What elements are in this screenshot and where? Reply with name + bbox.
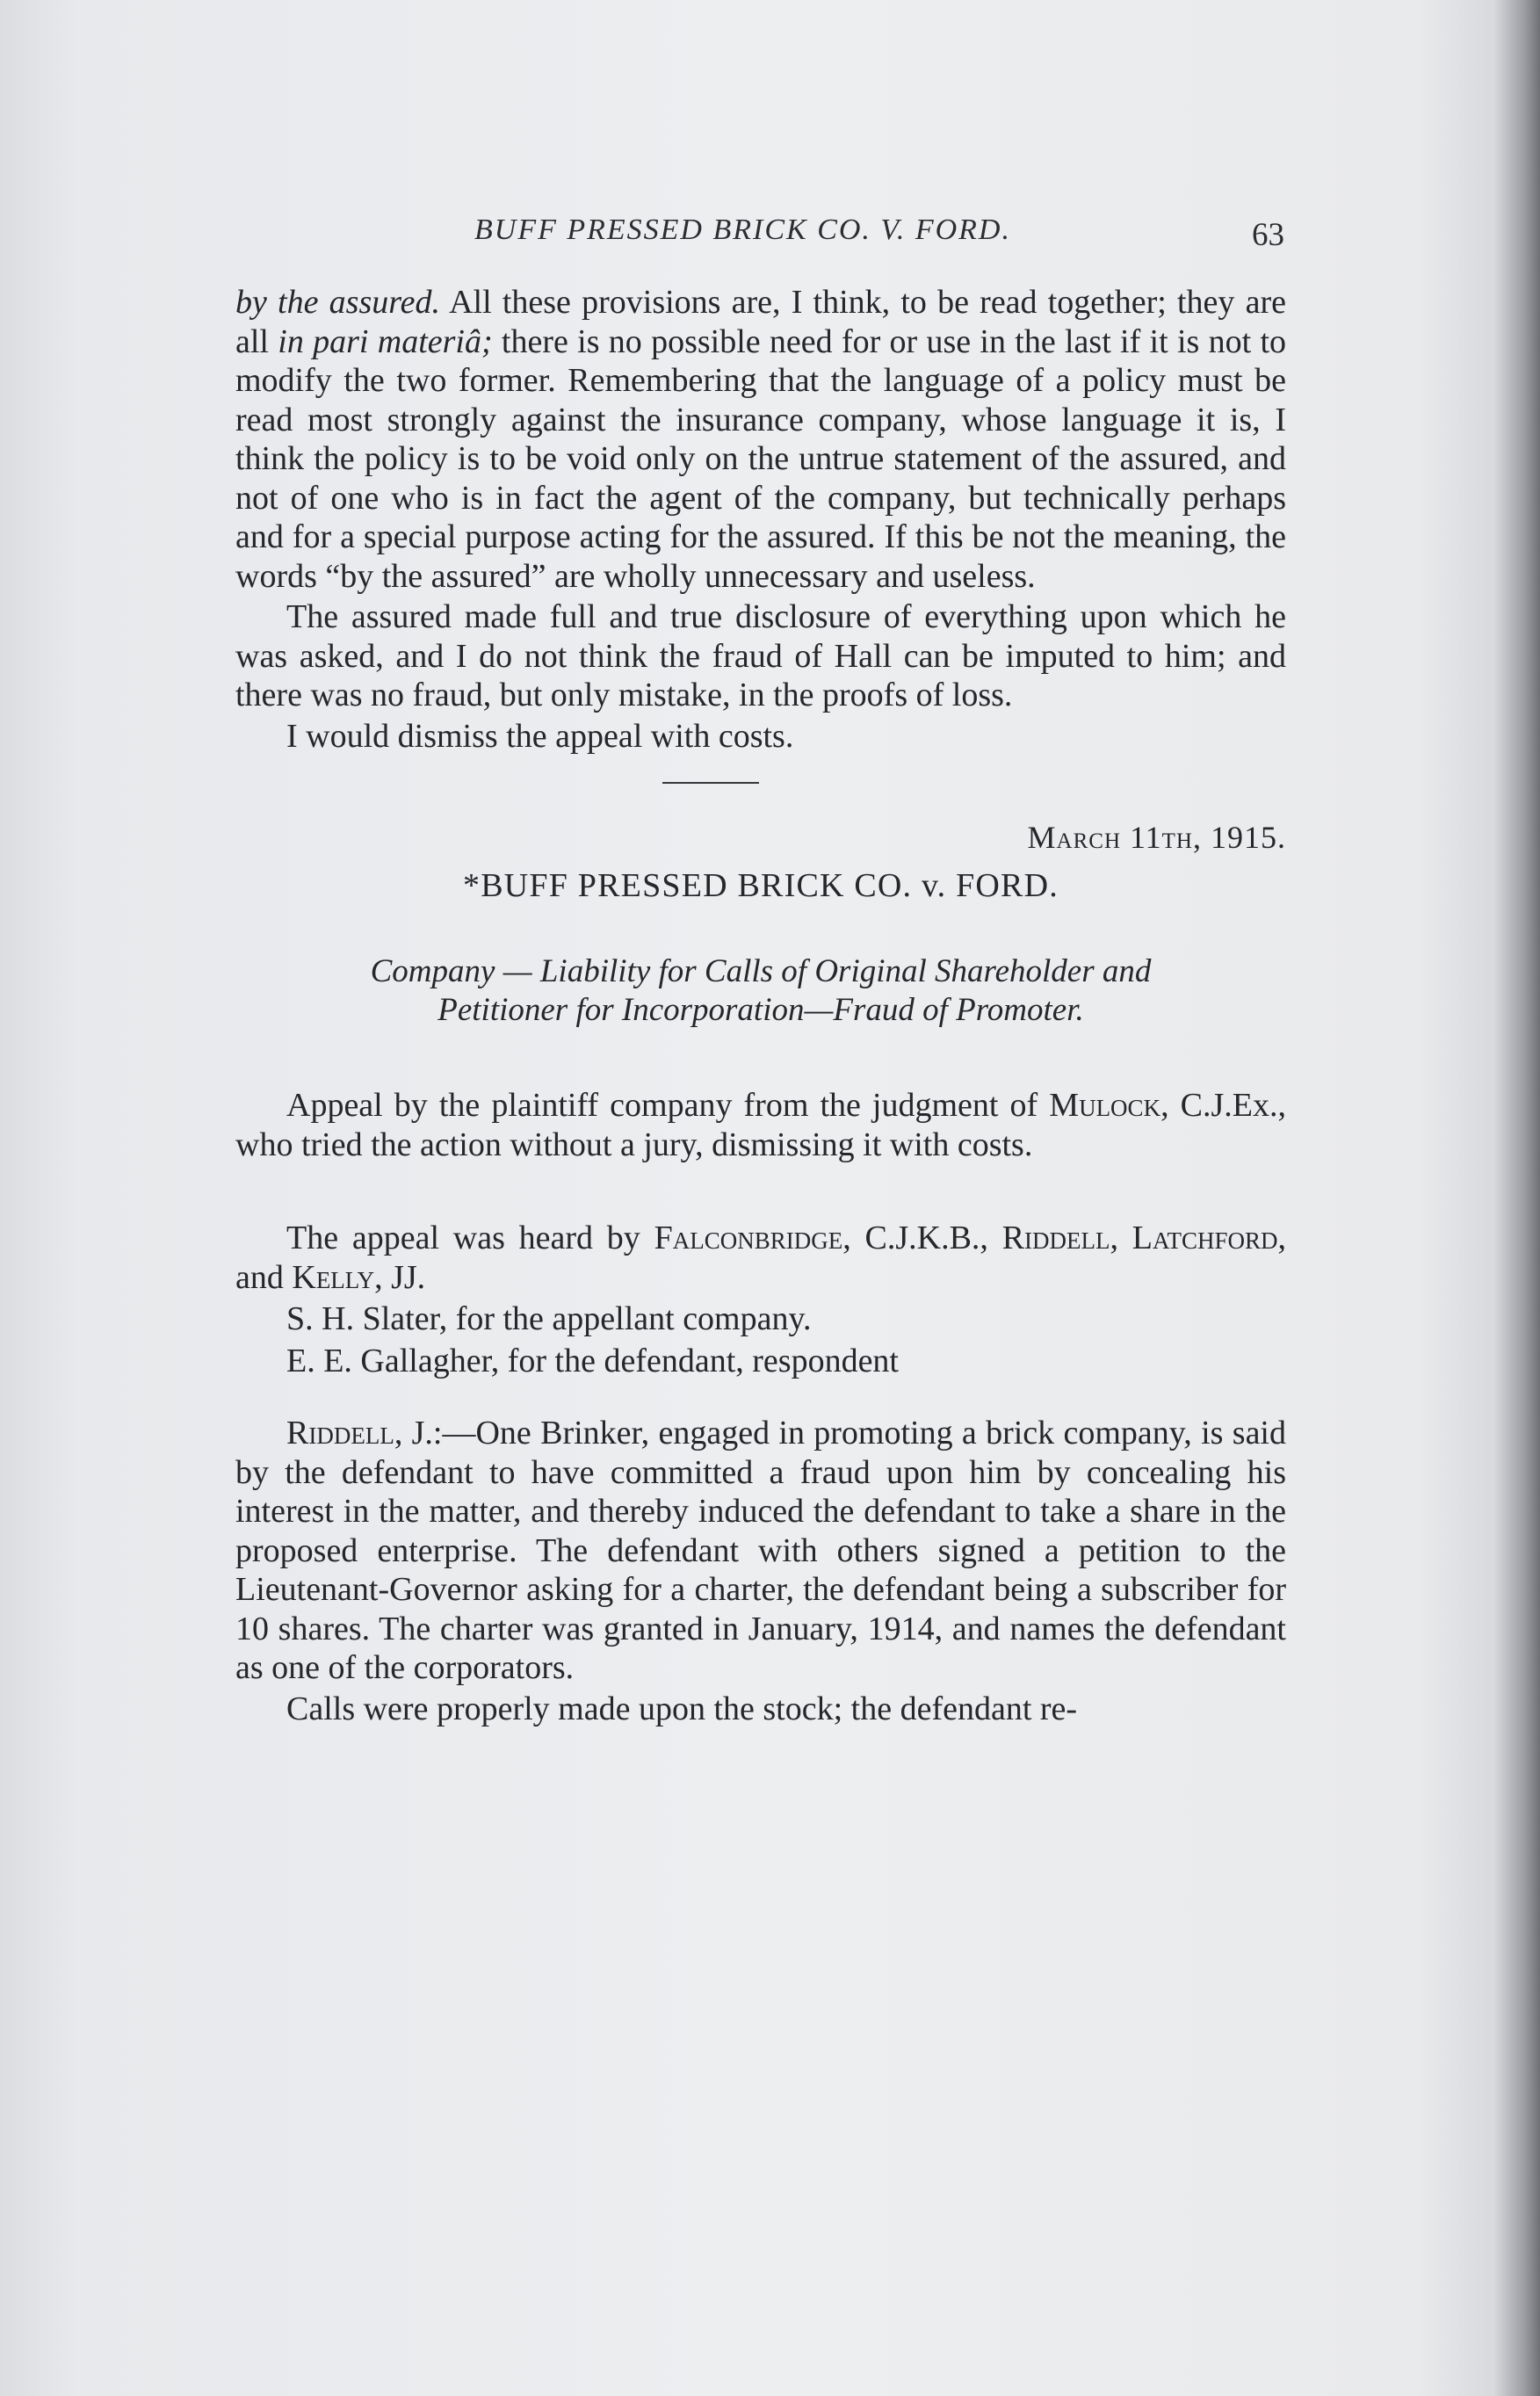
bench-text: , and (235, 1220, 1287, 1296)
paragraph-text: All these provisions are, I think, to be read together; they are all (235, 284, 1286, 360)
section-divider (662, 782, 759, 784)
bench-text: , C.J.K.B., (842, 1220, 1002, 1256)
italic-lead: by the assured. (235, 284, 440, 321)
counsel-appellant: S. H. Slater, for the appellant company. (286, 1300, 812, 1337)
disclosure-paragraph: The assured made full and true disclosure of everything upon which he was asked, and I do not think the fraud of Hall can be imputed to him; and there was no fraud, but only mistake, in the proofs of loss. (235, 598, 1286, 713)
judge-name: Falconbridge (654, 1220, 843, 1256)
judgment-text: , J.:—One Brinker, engaged in promoting a brick company, is said by the defendant to have committed a fraud upon him by concealing his interest in the matter, and thereby induced the defendant to take a share in the proposed enterprise. The defendant with others signed a petition to the Lieutenant-Governor asking for a charter, the defendant being a subscriber for 10 shares. The charter was granted in January, 1914, and names the defendant as one of the corporators. (235, 1415, 1286, 1686)
judge-name: Kelly (292, 1258, 375, 1296)
bench-text: , (1110, 1220, 1132, 1256)
case-title: *BUFF PRESSED BRICK CO. v. FORD. (463, 867, 1059, 904)
page-body (235, 283, 1286, 1728)
bench-paragraph (235, 1219, 1286, 1297)
running-head: BUFF PRESSED BRICK CO. V. FORD. (474, 214, 1011, 246)
italic-latin-phrase: in pari materiâ; (278, 322, 493, 360)
judge-name: Riddell (1001, 1220, 1110, 1256)
continued-paragraph (235, 283, 1286, 596)
bench-text: The appeal was heard by (286, 1220, 654, 1256)
headnote (235, 952, 1286, 1030)
appeal-paragraph (235, 1086, 1286, 1164)
judgment-paragraph (235, 1414, 1286, 1688)
appeal-text: , C.J.Ex., who tried the action without a jury, dismissing it with costs. (235, 1087, 1286, 1163)
judgment-continued-line: Calls were properly made upon the stock; the defendant re- (286, 1690, 1078, 1727)
paragraph-text: there is no possible need for or use in the last if it is not to modify the two former. Remembering that the language of a policy must be read most strongly against the insurance company, whose language it is, I think the policy is to be void only on the untrue statement of the assured, and not of one who is in fact the agent of the company, but technically perhaps and for a special purpose acting for the assured. If this be not the meaning, the words “by the assured” are wholly unnecessary and useless. (235, 322, 1286, 595)
headnote-line: Petitioner for Incorporation—Fraud of Promoter. (437, 992, 1084, 1028)
dismissal-paragraph: I would dismiss the appeal with costs. (286, 717, 794, 755)
judge-name: Mulock (1049, 1087, 1161, 1124)
headnote-line: Company — Liability for Calls of Original Shareholder and (370, 953, 1152, 989)
judge-name: Riddell (286, 1415, 394, 1451)
page-number: 63 (1252, 217, 1284, 253)
bench-text: , JJ. (374, 1258, 426, 1296)
appeal-text: Appeal by the plaintiff company from the judgment of (286, 1087, 1050, 1124)
counsel-respondent: E. E. Gallagher, for the defendant, respondent (286, 1342, 899, 1379)
judge-name: Latchford (1132, 1220, 1278, 1256)
decision-date: March 11th, 1915. (1027, 820, 1286, 855)
